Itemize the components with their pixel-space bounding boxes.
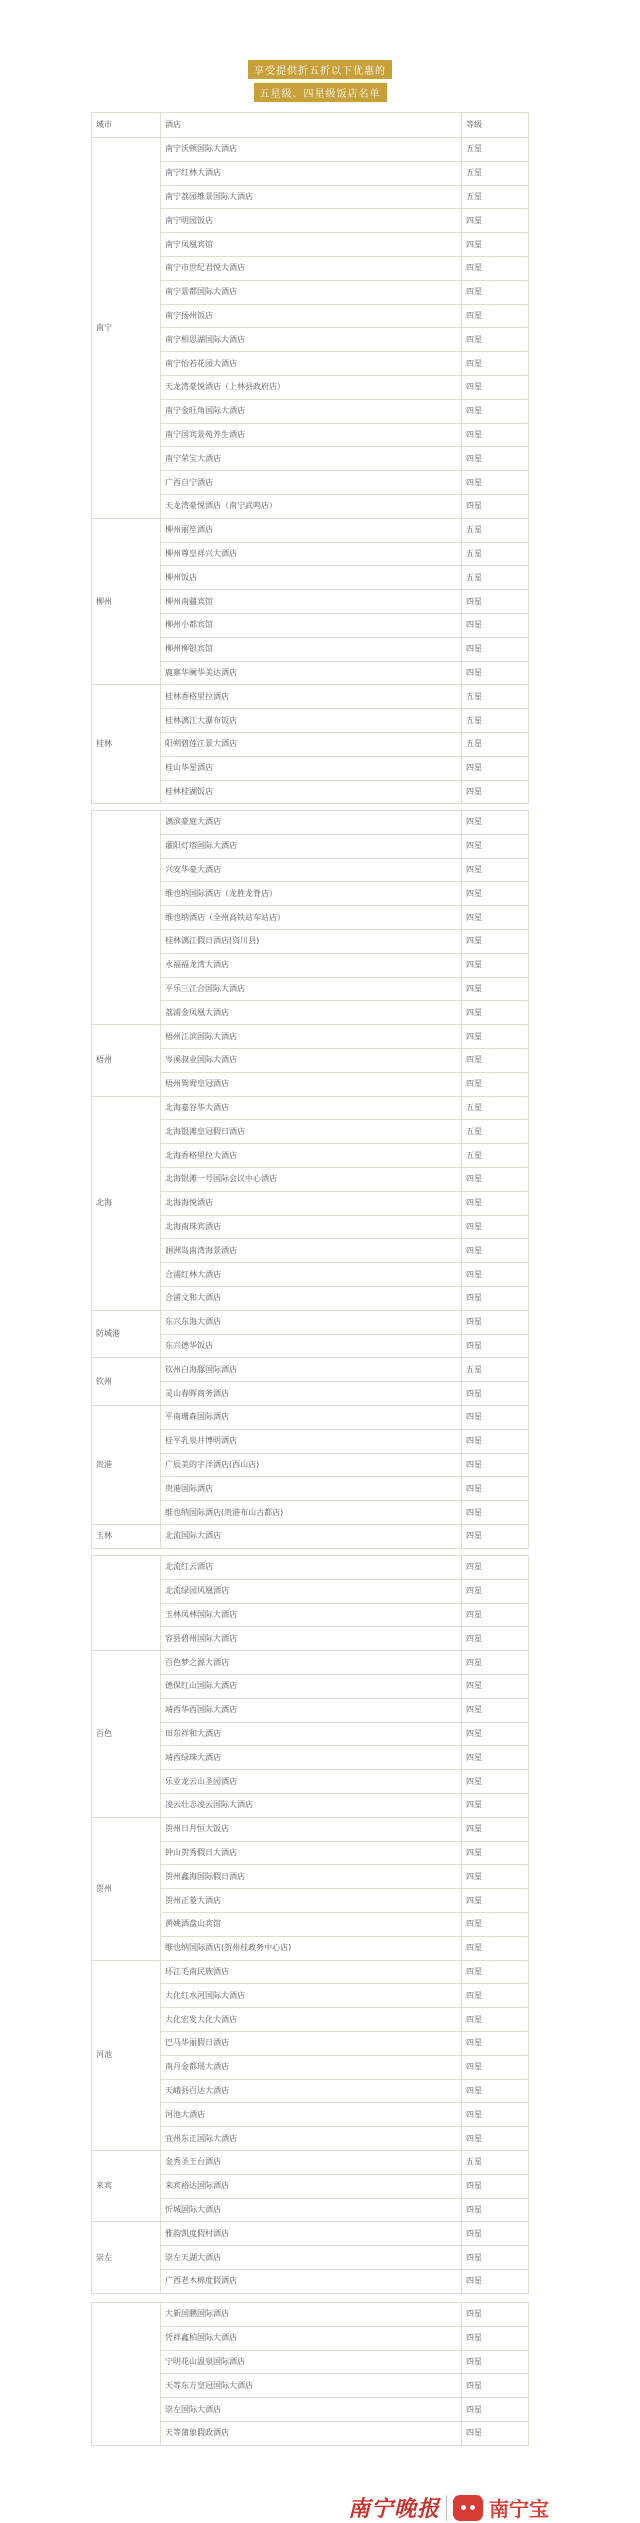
- hotel-name: 南宁怡若花园大酒店: [161, 352, 462, 376]
- star-level: 四星: [462, 233, 529, 257]
- hotel-name: 桂林桂湖饭店: [161, 780, 462, 804]
- star-level: 四星: [462, 399, 529, 423]
- star-level: 四星: [462, 1912, 529, 1936]
- star-level: 四星: [462, 209, 529, 233]
- hotel-table-part-3: [91, 1555, 529, 2294]
- star-level: 四星: [462, 1001, 529, 1025]
- star-level: 四星: [462, 1215, 529, 1239]
- star-level: 四星: [462, 1579, 529, 1603]
- hotel-name: 玉林凤林国际大酒店: [161, 1603, 462, 1627]
- hotel-name: 兴安华豪大酒店: [161, 858, 462, 882]
- star-level: 四星: [462, 1501, 529, 1525]
- star-level: 四星: [462, 1722, 529, 1746]
- hotel-table-part-4: [91, 2302, 529, 2446]
- hotel-name: 南宁凤凰宾馆: [161, 233, 462, 257]
- city-cell: 贺州: [92, 1817, 161, 1960]
- table-row: [92, 2222, 529, 2246]
- hotel-name: 柳州饭店: [161, 566, 462, 590]
- star-level: 四星: [462, 423, 529, 447]
- hotel-name: 广西自宁酒店: [161, 471, 462, 495]
- hotel-name: 柳州尊皇祥兴大酒店: [161, 542, 462, 566]
- table-row: [92, 1405, 529, 1429]
- hotel-name: 靖西绿珠大酒店: [161, 1746, 462, 1770]
- hotel-name: 平南珊森国际酒店: [161, 1405, 462, 1429]
- star-level: 四星: [462, 1405, 529, 1429]
- hotel-name: 大化红水河国际大酒店: [161, 1984, 462, 2008]
- hotel-name: 合浦红林大酒店: [161, 1263, 462, 1287]
- star-level: 四星: [462, 1793, 529, 1817]
- hotel-name: 来宾裕达国际酒店: [161, 2174, 462, 2198]
- city-cell: 玉林: [92, 1524, 161, 1548]
- table-row: [92, 2303, 529, 2327]
- header-level: 等级: [462, 113, 529, 138]
- star-level: 四星: [462, 2398, 529, 2422]
- hotel-name: 鹿寨华阑华美达酒店: [161, 661, 462, 685]
- star-level: 四星: [462, 977, 529, 1001]
- star-level: 四星: [462, 304, 529, 328]
- star-level: 四星: [462, 1429, 529, 1453]
- hotel-name: 北海香格里拉大酒店: [161, 1144, 462, 1168]
- hotel-name: 荔浦金凤凰大酒店: [161, 1001, 462, 1025]
- star-level: 四星: [462, 1263, 529, 1287]
- star-level: 五星: [462, 732, 529, 756]
- hotel-name: 贵港国际酒店: [161, 1477, 462, 1501]
- star-level: 五星: [462, 542, 529, 566]
- hotel-name: 永福福龙湾大酒店: [161, 953, 462, 977]
- hotel-name: 崇左天湖大酒店: [161, 2246, 462, 2270]
- table-row: [92, 685, 529, 709]
- hotel-name: 宁明花山温泉国际酒店: [161, 2350, 462, 2374]
- star-level: 四星: [462, 1239, 529, 1263]
- hotel-name: 柳州小都宾馆: [161, 613, 462, 637]
- hotel-name: 崇左国际大酒店: [161, 2398, 462, 2422]
- hotel-name: 南丹金都瑶大酒店: [161, 2055, 462, 2079]
- star-level: 四星: [462, 2421, 529, 2445]
- star-level: 四星: [462, 1746, 529, 1770]
- hotel-name: 灌阳灯塔国际大酒店: [161, 834, 462, 858]
- hotel-name: 北流红云酒店: [161, 1556, 462, 1580]
- hotel-name: 北海海悦酒店: [161, 1191, 462, 1215]
- star-level: 五星: [462, 1144, 529, 1168]
- hotel-name: 南宁市世纪君悦大酒店: [161, 256, 462, 280]
- hotel-name: 大新国鹏国际酒店: [161, 2303, 462, 2327]
- hotel-name: 宜州东正国际大酒店: [161, 2127, 462, 2151]
- hotel-name: 贺州鑫海国际假日酒店: [161, 1865, 462, 1889]
- star-level: 四星: [462, 256, 529, 280]
- star-level: 四星: [462, 1334, 529, 1358]
- table-row: [92, 1025, 529, 1049]
- star-level: 四星: [462, 1841, 529, 1865]
- star-level: 四星: [462, 1936, 529, 1960]
- star-level: 四星: [462, 1453, 529, 1477]
- hotel-name: 阳朔碧莲江景大酒店: [161, 732, 462, 756]
- city-cell: 柳州: [92, 518, 161, 685]
- star-level: 四星: [462, 756, 529, 780]
- hotel-name: 天等东方皇冠国际大酒店: [161, 2374, 462, 2398]
- city-cell: 钦州: [92, 1358, 161, 1406]
- hotel-name: 南宁相思湖国际大酒店: [161, 328, 462, 352]
- star-level: 五星: [462, 566, 529, 590]
- table-row: [92, 1310, 529, 1334]
- hotel-name: 田东祥和大酒店: [161, 1722, 462, 1746]
- star-level: 四星: [462, 1603, 529, 1627]
- header-hotel: 酒店: [161, 113, 462, 138]
- hotel-name: 钟山贺秀假日大酒店: [161, 1841, 462, 1865]
- star-level: 四星: [462, 637, 529, 661]
- city-cell: 防城港: [92, 1310, 161, 1358]
- logo-divider: [446, 2495, 447, 2521]
- city-cell: 梧州: [92, 1025, 161, 1096]
- hotel-name: 桂林漓江假日酒店(资川县): [161, 929, 462, 953]
- hotel-name: 贺州正菱大酒店: [161, 1889, 462, 1913]
- star-level: 四星: [462, 2008, 529, 2032]
- hotel-name: 漓滨豪庭大酒店: [161, 811, 462, 835]
- hotel-name: 合浦文和大酒店: [161, 1286, 462, 1310]
- hotel-name: 环江毛南民族酒店: [161, 1960, 462, 1984]
- table-row: [92, 518, 529, 542]
- star-level: 四星: [462, 1651, 529, 1675]
- star-level: 四星: [462, 1817, 529, 1841]
- hotel-name: 天龙湾豪悦酒店（南宁武鸣店）: [161, 494, 462, 518]
- star-level: 五星: [462, 518, 529, 542]
- hotel-name: 岑溪叔业国际大酒店: [161, 1048, 462, 1072]
- hotel-name: 贺州日月恒大饭店: [161, 1817, 462, 1841]
- table-row: [92, 1960, 529, 1984]
- star-level: 四星: [462, 375, 529, 399]
- city-cell: 北海: [92, 1096, 161, 1310]
- hotel-name: 天峨县百达大酒店: [161, 2079, 462, 2103]
- footer-logos: [348, 2492, 549, 2523]
- hotel-name: 金秀圣王台酒店: [161, 2150, 462, 2174]
- table-row: [92, 1524, 529, 1548]
- hotel-table-part-1: [91, 112, 529, 804]
- city-cell: 南宁: [92, 138, 161, 519]
- star-level: 四星: [462, 1048, 529, 1072]
- hotel-name: 乐业龙云山圣园酒店: [161, 1770, 462, 1794]
- hotel-name: 靖西华西国际大酒店: [161, 1698, 462, 1722]
- table-row: [92, 138, 529, 162]
- hotel-name: 天龙湾豪悦酒店（上林县政府店）: [161, 375, 462, 399]
- hotel-name: 德保红山国际大酒店: [161, 1674, 462, 1698]
- hotel-name: 巴马华丽假日酒店: [161, 2031, 462, 2055]
- city-cell: 贵港: [92, 1405, 161, 1524]
- star-level: 五星: [462, 1120, 529, 1144]
- hotel-name: 南宁金旺角国际大酒店: [161, 399, 462, 423]
- star-level: 四星: [462, 2079, 529, 2103]
- table-row: [92, 1651, 529, 1675]
- star-level: 四星: [462, 661, 529, 685]
- star-level: 四星: [462, 2222, 529, 2246]
- hotel-name: 容县碧州国际大酒店: [161, 1627, 462, 1651]
- table-row: [92, 1096, 529, 1120]
- star-level: 四星: [462, 613, 529, 637]
- hotel-name: 桂林漓江大瀑布饭店: [161, 709, 462, 733]
- table-header-row: [92, 113, 529, 138]
- star-level: 四星: [462, 2198, 529, 2222]
- hotel-name: 百色梦之源大酒店: [161, 1651, 462, 1675]
- star-level: 四星: [462, 280, 529, 304]
- hotel-name: 东兴德华饭店: [161, 1334, 462, 1358]
- star-level: 四星: [462, 1770, 529, 1794]
- star-level: 四星: [462, 1984, 529, 2008]
- hotel-name: 南宁荔园维景国际大酒店: [161, 185, 462, 209]
- star-level: 四星: [462, 1191, 529, 1215]
- hotel-name: 维也纳酒店（全州高铁站车站店）: [161, 906, 462, 930]
- hotel-name: 天等蒲象假政酒店: [161, 2421, 462, 2445]
- hotel-name: 柳州柳银宾馆: [161, 637, 462, 661]
- star-level: 四星: [462, 2374, 529, 2398]
- hotel-name: 北海嘉谷华大酒店: [161, 1096, 462, 1120]
- hotel-name: 凭祥鑫柏国际大酒店: [161, 2326, 462, 2350]
- star-level: 四星: [462, 1025, 529, 1049]
- hotel-name: 北流绿园风凰酒店: [161, 1579, 462, 1603]
- hotel-name: 南宁红林大酒店: [161, 161, 462, 185]
- hotel-name: 雅韵凯度假村酒店: [161, 2222, 462, 2246]
- title-line-1: 享受提供折五折以下优惠的: [248, 60, 392, 79]
- hotel-name: 维也纳国际酒店(贺州桂政务中心店): [161, 1936, 462, 1960]
- city-cell: 崇左: [92, 2222, 161, 2293]
- hotel-name: 柳州丽笙酒店: [161, 518, 462, 542]
- star-level: 四星: [462, 834, 529, 858]
- star-level: 四星: [462, 2127, 529, 2151]
- hotel-name: 南宁荣宝大酒店: [161, 447, 462, 471]
- hotel-name: 南宁扬州饭店: [161, 304, 462, 328]
- star-level: 五星: [462, 138, 529, 162]
- hotel-name: 涠洲岛南湾海景酒店: [161, 1239, 462, 1263]
- hotel-name: 钦州白海豚国际酒店: [161, 1358, 462, 1382]
- hotel-name: 梧州鸳鸯皇冠酒店: [161, 1072, 462, 1096]
- hotel-name: 灵山春晖商务酒店: [161, 1382, 462, 1406]
- star-level: 五星: [462, 185, 529, 209]
- hotel-name: 北海银滩一号国际会议中心酒店: [161, 1167, 462, 1191]
- star-level: 四星: [462, 1627, 529, 1651]
- star-level: 四星: [462, 882, 529, 906]
- city-cell: 河池: [92, 1960, 161, 2150]
- title-line-2: 五星级、四星级饭店名单: [254, 83, 387, 102]
- newspaper-logo: 南宁晚报: [348, 2496, 441, 2522]
- hotel-name: 南宁沃顿国际大酒店: [161, 138, 462, 162]
- hotel-name: 广辰美的宇洋酒店(西山店): [161, 1453, 462, 1477]
- hotel-name: 桂平乳泉井博明酒店: [161, 1429, 462, 1453]
- star-level: 五星: [462, 685, 529, 709]
- star-level: 四星: [462, 2246, 529, 2270]
- star-level: 四星: [462, 1698, 529, 1722]
- star-level: 五星: [462, 709, 529, 733]
- hotel-name: 北流国际大酒店: [161, 1524, 462, 1548]
- city-cell: [92, 2303, 161, 2446]
- table-row: [92, 811, 529, 835]
- hotel-name: 桂山华星酒店: [161, 756, 462, 780]
- table-row: [92, 1556, 529, 1580]
- hotel-name: 河池大酒店: [161, 2103, 462, 2127]
- star-level: 五星: [462, 2150, 529, 2174]
- hotel-name: 桂林香格里拉酒店: [161, 685, 462, 709]
- hotel-name: 南宁国宾景苑养生酒店: [161, 423, 462, 447]
- hotel-name: 柳州南疆宾馆: [161, 590, 462, 614]
- hotel-name: 平乐三江合国际大酒店: [161, 977, 462, 1001]
- star-level: 四星: [462, 929, 529, 953]
- star-level: 四星: [462, 1889, 529, 1913]
- hotel-name: 维也纳国际酒店（龙胜龙脊店）: [161, 882, 462, 906]
- star-level: 四星: [462, 447, 529, 471]
- table-row: [92, 1358, 529, 1382]
- star-level: 四星: [462, 2350, 529, 2374]
- table-row: [92, 2150, 529, 2174]
- table-row: [92, 1817, 529, 1841]
- star-level: 四星: [462, 2269, 529, 2293]
- hotel-name: 东兴东海大酒店: [161, 1310, 462, 1334]
- star-level: 四星: [462, 780, 529, 804]
- city-cell: 来宾: [92, 2150, 161, 2221]
- star-level: 四星: [462, 1960, 529, 1984]
- hotel-table-part-2: [91, 810, 529, 1549]
- star-level: 四星: [462, 858, 529, 882]
- star-level: 四星: [462, 1286, 529, 1310]
- star-level: 四星: [462, 953, 529, 977]
- hotel-name: 广西老木棉度假酒店: [161, 2269, 462, 2293]
- city-cell: 桂林: [92, 685, 161, 804]
- star-level: 四星: [462, 2303, 529, 2327]
- hotel-name: 忻城国际大酒店: [161, 2198, 462, 2222]
- star-level: 四星: [462, 590, 529, 614]
- star-level: 四星: [462, 811, 529, 835]
- hotel-name: 黄姚酒盘山宾馆: [161, 1912, 462, 1936]
- hotel-name: 北海南珠宾酒店: [161, 1215, 462, 1239]
- star-level: 四星: [462, 2055, 529, 2079]
- hotel-name: 南宁明园饭店: [161, 209, 462, 233]
- city-cell: [92, 1556, 161, 1651]
- app-logo: 南宁宝: [489, 2497, 550, 2521]
- star-level: 四星: [462, 1310, 529, 1334]
- star-level: 四星: [462, 471, 529, 495]
- star-level: 四星: [462, 1167, 529, 1191]
- mascot-icon: [453, 2495, 483, 2521]
- page-title: [0, 58, 640, 104]
- star-level: 四星: [462, 2031, 529, 2055]
- star-level: 四星: [462, 1072, 529, 1096]
- star-level: 四星: [462, 906, 529, 930]
- star-level: 四星: [462, 2326, 529, 2350]
- star-level: 四星: [462, 352, 529, 376]
- hotel-name: 南宁景都国际大酒店: [161, 280, 462, 304]
- header-city: 城市: [92, 113, 161, 138]
- star-level: 四星: [462, 1865, 529, 1889]
- star-level: 四星: [462, 1477, 529, 1501]
- hotel-name: 北海银滩皇冠假日酒店: [161, 1120, 462, 1144]
- star-level: 四星: [462, 1556, 529, 1580]
- star-level: 四星: [462, 1382, 529, 1406]
- star-level: 四星: [462, 2103, 529, 2127]
- star-level: 四星: [462, 328, 529, 352]
- hotel-name: 梧州江滨国际大酒店: [161, 1025, 462, 1049]
- hotel-name: 维也纳国际酒店(贵港布山古都店): [161, 1501, 462, 1525]
- hotel-name: 凌云壮志凌云国际大酒店: [161, 1793, 462, 1817]
- star-level: 四星: [462, 494, 529, 518]
- star-level: 四星: [462, 2174, 529, 2198]
- star-level: 四星: [462, 1674, 529, 1698]
- star-level: 五星: [462, 161, 529, 185]
- city-cell: 百色: [92, 1651, 161, 1818]
- star-level: 五星: [462, 1096, 529, 1120]
- hotel-name: 大化宏发大化大酒店: [161, 2008, 462, 2032]
- city-cell: [92, 811, 161, 1025]
- star-level: 四星: [462, 1524, 529, 1548]
- star-level: 五星: [462, 1358, 529, 1382]
